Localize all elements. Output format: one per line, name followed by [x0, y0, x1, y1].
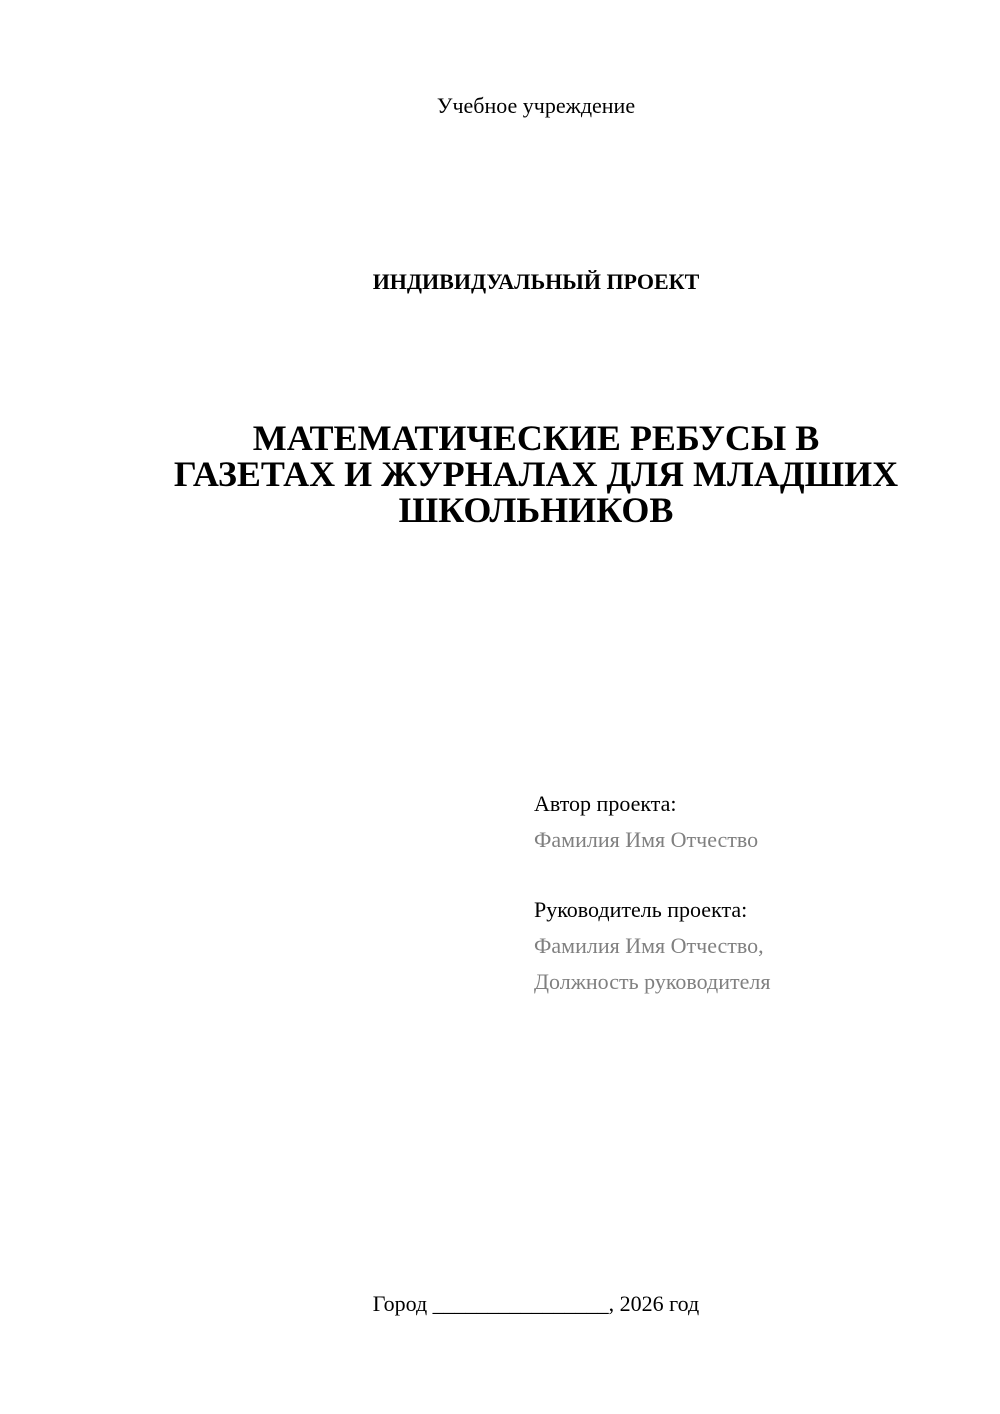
project-title-line: ГАЗЕТАХ И ЖУРНАЛАХ ДЛЯ МЛАДШИХ [173, 454, 899, 494]
city-label: Город [372, 1291, 428, 1316]
institution-name: Учебное учреждение [436, 93, 636, 118]
author-block [534, 786, 974, 858]
author-name: Фамилия Имя Отчество [534, 827, 759, 852]
project-type-heading: ИНДИВИДУАЛЬНЫЙ ПРОЕКТ [372, 269, 700, 294]
city-year-line [0, 1289, 1000, 1319]
supervisor-name: Фамилия Имя Отчество, [534, 933, 764, 958]
supervisor-label: Руководитель проекта: [534, 897, 748, 922]
project-title-line: МАТЕМАТИЧЕСКИЕ РЕБУСЫ В [252, 418, 820, 458]
year-text: , 2026 год [608, 1291, 700, 1316]
project-title [110, 420, 962, 528]
supervisor-position: Должность руководителя [534, 969, 771, 994]
author-label: Автор проекта: [534, 791, 677, 816]
city-blank: ________________ [432, 1291, 609, 1316]
project-title-line: ШКОЛЬНИКОВ [398, 490, 674, 530]
supervisor-block [534, 892, 974, 1000]
